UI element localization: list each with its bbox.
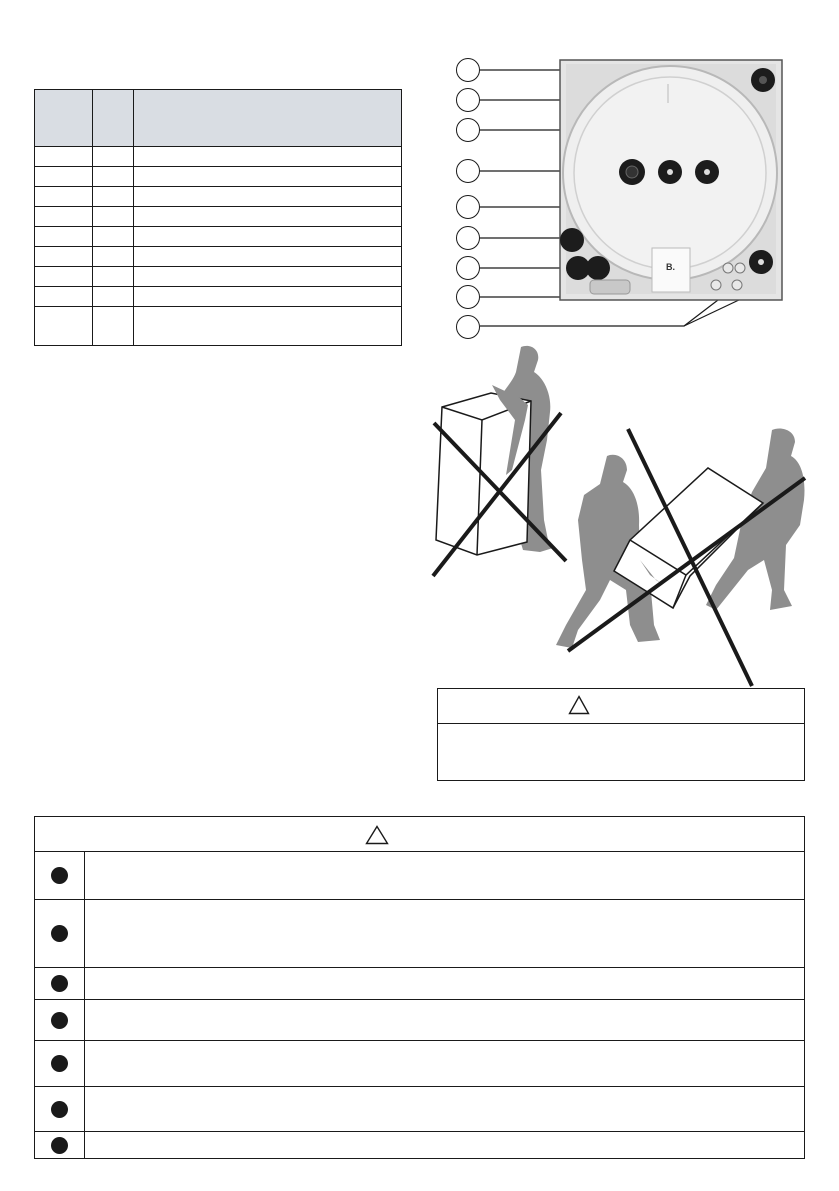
table-cell <box>134 287 402 307</box>
pipe-connection-2 <box>695 160 719 184</box>
wrong-carry-tilted <box>556 429 805 687</box>
warning-text <box>85 1000 804 1040</box>
warning-row <box>35 852 804 900</box>
warnings-table <box>34 816 805 1159</box>
table-cell <box>134 267 402 287</box>
table-cell <box>35 287 93 307</box>
table-cell <box>93 267 134 287</box>
pipe-connection-6 <box>560 228 584 252</box>
bullet-icon <box>51 1055 68 1072</box>
table-cell <box>134 207 402 227</box>
table-row <box>35 147 402 167</box>
table-row <box>35 187 402 207</box>
bullet-icon <box>51 925 68 942</box>
caution-box-header <box>438 689 804 724</box>
table-cell <box>35 247 93 267</box>
warning-triangle-icon <box>365 825 389 845</box>
spec-table <box>34 89 402 346</box>
table-cell <box>93 187 134 207</box>
table-cell <box>134 167 402 187</box>
table-row <box>35 267 402 287</box>
spec-table-header <box>35 90 402 147</box>
warning-row <box>35 1087 804 1132</box>
warning-text <box>85 900 804 967</box>
warning-text <box>85 852 804 899</box>
table-cell <box>35 187 93 207</box>
pipe-connection-1 <box>751 68 775 92</box>
bullet-icon <box>51 975 68 992</box>
table-cell <box>93 287 134 307</box>
warning-row <box>35 1000 804 1041</box>
table-cell <box>134 307 402 346</box>
lifting-illustration <box>420 340 810 688</box>
warning-triangle-icon <box>568 695 590 715</box>
table-cell <box>134 247 402 267</box>
bullet-icon <box>51 1101 68 1118</box>
spec-header-cell-3 <box>134 90 402 147</box>
warning-row <box>35 968 804 1000</box>
warning-text <box>85 1132 804 1158</box>
warning-row <box>35 1132 804 1158</box>
table-cell <box>35 207 93 227</box>
table-cell <box>93 247 134 267</box>
warning-text <box>85 1087 804 1131</box>
pipe-connection-5 <box>749 250 773 274</box>
warning-row <box>35 900 804 968</box>
table-cell <box>134 187 402 207</box>
bullet-icon <box>51 1012 68 1029</box>
warnings-header <box>35 817 804 852</box>
bullet-icon <box>51 1137 68 1154</box>
table-cell <box>134 147 402 167</box>
table-cell <box>93 227 134 247</box>
table-cell <box>35 267 93 287</box>
table-cell <box>93 147 134 167</box>
table-row <box>35 247 402 267</box>
warning-row <box>35 1041 804 1087</box>
table-row <box>35 207 402 227</box>
tank-top-view-image <box>440 52 790 342</box>
table-cell <box>93 207 134 227</box>
spec-header-cell-1 <box>35 90 93 147</box>
table-row <box>35 307 402 346</box>
table-cell <box>35 147 93 167</box>
table-cell <box>35 307 93 346</box>
table-row <box>35 167 402 187</box>
spec-header-cell-2 <box>93 90 134 147</box>
wrong-carry-upright <box>433 346 566 576</box>
label-plate-text: B. <box>666 262 675 272</box>
table-cell <box>93 167 134 187</box>
caution-box <box>437 688 805 781</box>
warning-text <box>85 1041 804 1086</box>
pipe-connection-4 <box>619 159 645 185</box>
pipe-connection-3 <box>658 160 682 184</box>
table-row <box>35 287 402 307</box>
caution-box-body <box>438 724 804 736</box>
table-cell <box>93 307 134 346</box>
table-row <box>35 227 402 247</box>
table-cell <box>35 227 93 247</box>
table-cell <box>134 227 402 247</box>
bullet-icon <box>51 867 68 884</box>
warning-text <box>85 968 804 999</box>
table-cell <box>35 167 93 187</box>
